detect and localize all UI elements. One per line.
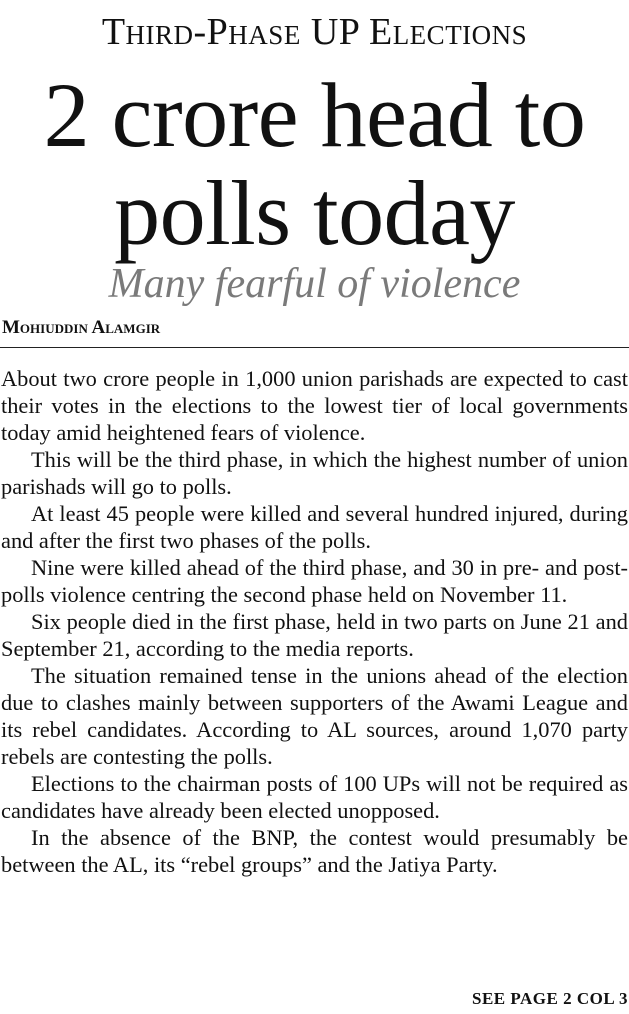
article-paragraph: In the absence of the BNP, the contest would presumably be between the AL, its “rebel groups” and the Jatiya Party. — [1, 825, 628, 877]
headline — [0, 66, 629, 262]
byline-divider — [0, 347, 629, 348]
article-paragraph: This will be the third phase, in which the highest number of union parishads will go to polls. — [1, 447, 628, 499]
article-paragraph: The situation remained tense in the unions ahead of the election due to clashes mainly between supporters of the Awami League and its rebel candidates. According to AL sources, around 1,070 party rebels are contesting the polls. — [1, 663, 628, 769]
article-paragraph: Elections to the chairman posts of 100 UPs will not be required as candidates have already been elected unopposed. — [1, 771, 628, 823]
kicker: Third-Phase UP Elections — [101, 11, 528, 53]
headline-line-2: polls today — [114, 162, 515, 264]
article-body — [1, 365, 628, 878]
subheadline: Many fearful of violence — [108, 261, 521, 307]
article-paragraph: About two crore people in 1,000 union parishads are expected to cast their votes in the elections to the lowest tier of local governments today amid heightened fears of violence. — [1, 366, 628, 445]
continuation-link[interactable]: SEE PAGE 2 COL 3 — [472, 989, 628, 1008]
headline-line-1: 2 crore head to — [43, 64, 586, 166]
article-paragraph: Nine were killed ahead of the third phase, and 30 in pre- and post-polls violence centring the second phase held on November 11. — [1, 555, 628, 607]
byline: Mohiuddin Alamgir — [2, 317, 161, 338]
article-paragraph: At least 45 people were killed and several hundred injured, during and after the first two phases of the polls. — [1, 501, 628, 553]
article-paragraph: Six people died in the first phase, held in two parts on June 21 and September 21, according to the media reports. — [1, 609, 628, 661]
